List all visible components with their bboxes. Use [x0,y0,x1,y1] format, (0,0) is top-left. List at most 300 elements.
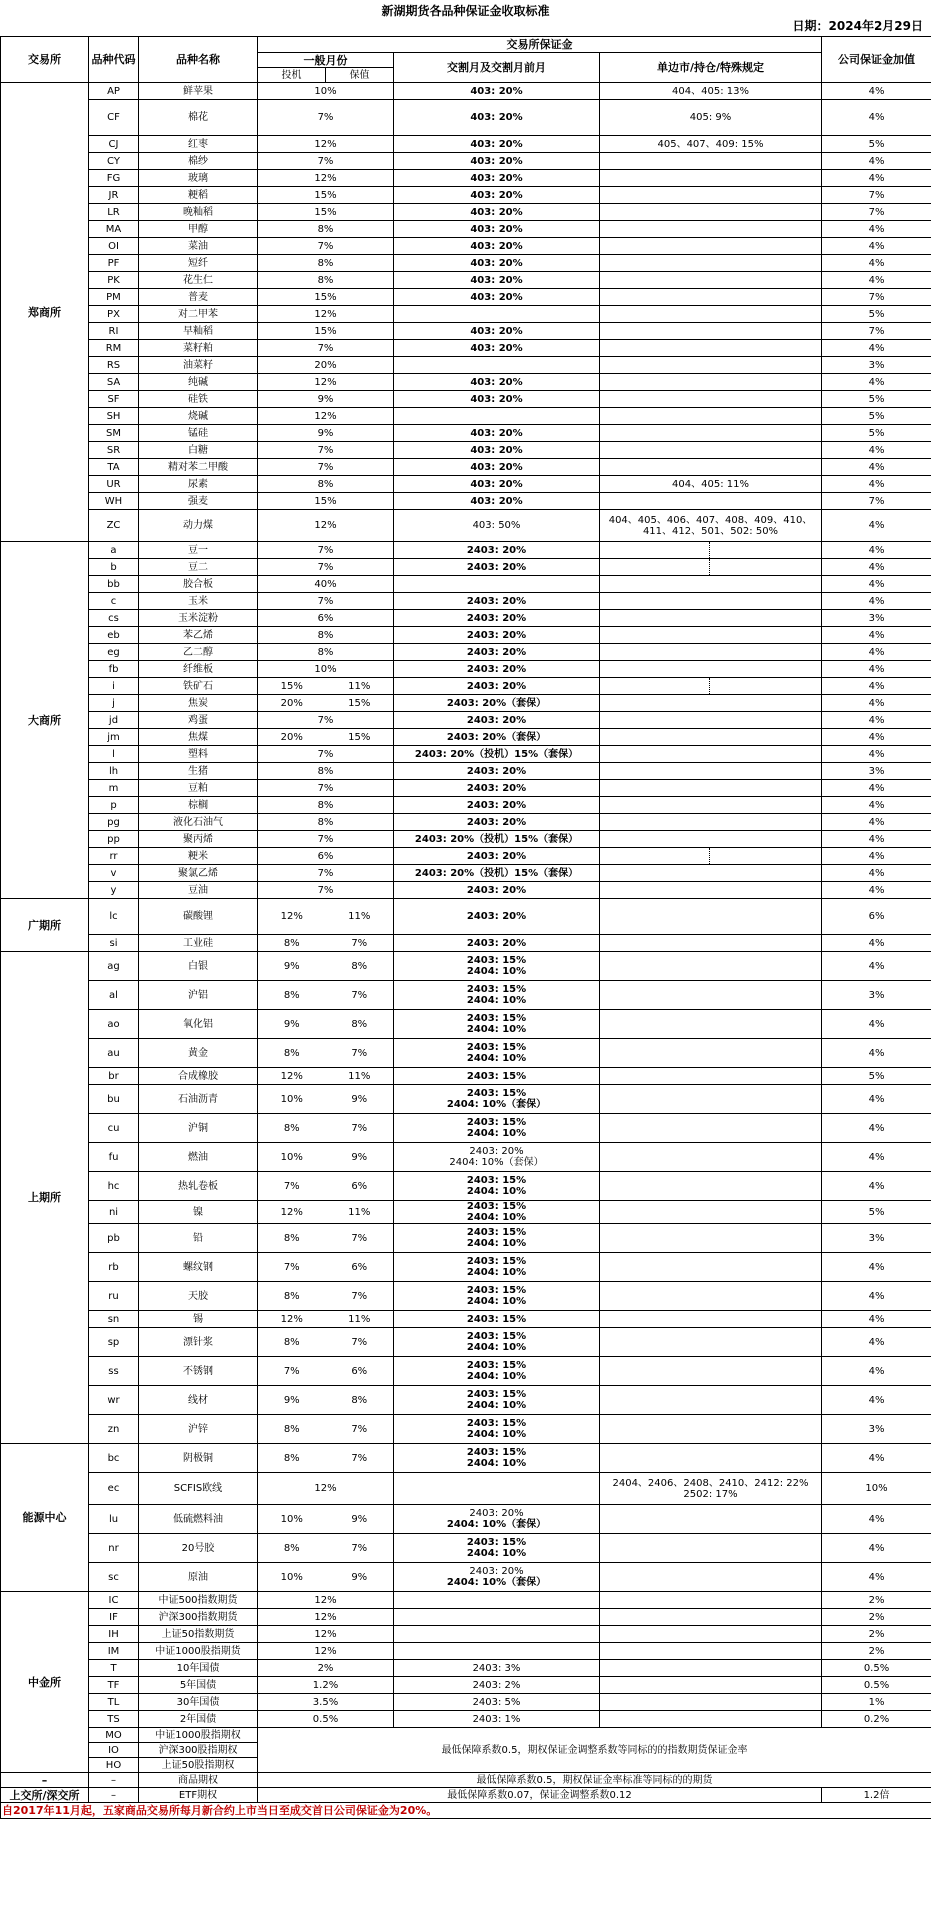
special-rule [600,1415,822,1444]
general-margin: 15% [258,204,394,221]
product-code: SF [89,391,139,408]
delivery-margin: 2403: 20% [394,661,600,678]
product-name: 对二甲苯 [139,306,258,323]
delivery-line-1: 2403: 15% [466,1418,527,1429]
hedge-margin: 9% [326,1085,394,1114]
product-name: 豆粕 [139,780,258,797]
company-margin: 4% [822,559,931,576]
company-margin: 4% [822,255,931,272]
header-speculative: 投机 [258,68,326,83]
company-margin: 4% [822,340,931,357]
product-code: y [89,882,139,899]
delivery-line-1: 2403: 15% [466,1042,527,1053]
product-code: cs [89,610,139,627]
spec-margin: 9% [258,952,326,981]
special-rule [600,627,822,644]
product-code: br [89,1068,139,1085]
special-rule [600,1357,822,1386]
hedge-margin: 6% [326,1253,394,1282]
company-margin: 5% [822,1068,931,1085]
special-rule [600,746,822,763]
spec-margin: 10% [258,1505,326,1534]
special-rule [600,340,822,357]
product-code: ZC [89,510,139,542]
hedge-margin: 8% [326,1010,394,1039]
product-name: 铁矿石 [139,678,258,695]
company-margin: 4% [822,1010,931,1039]
delivery-line-1: 2403: 15% [466,1331,527,1342]
product-name: 碳酸锂 [139,899,258,935]
table-row [1,1253,931,1282]
exchange-name: 郑商所 [1,83,89,542]
company-margin: 4% [822,442,931,459]
table-row [1,1039,931,1068]
delivery-line-2: 2404: 10% [466,1429,527,1440]
header-company-margin: 公司保证金加值 [822,37,931,83]
special-rule: 404、405、406、407、408、409、410、411、412、501、502: 50% [600,510,822,542]
general-margin: 7% [258,542,394,559]
company-margin: 4% [822,83,931,100]
hedge-margin: 7% [326,1444,394,1473]
table-row [1,1788,931,1803]
spec-margin: 8% [258,981,326,1010]
product-code: v [89,865,139,882]
general-margin: 7% [258,780,394,797]
table-row [1,1473,931,1505]
product-code: OI [89,238,139,255]
product-code: TL [89,1694,139,1711]
delivery-margin [394,1357,600,1386]
product-code: sc [89,1563,139,1592]
product-code: PF [89,255,139,272]
delivery-margin: 403: 20% [394,340,600,357]
product-code: l [89,746,139,763]
delivery-line-2: 2404: 10% [466,1186,527,1197]
table-row [1,1357,931,1386]
company-margin: 4% [822,780,931,797]
table-row [1,981,931,1010]
table-row [1,831,931,848]
delivery-line-2: 2404: 10% [466,1267,527,1278]
spec-margin: 10% [258,1085,326,1114]
special-rule [600,952,822,981]
general-margin: 3.5% [258,1694,394,1711]
spec-margin: 10% [258,1143,326,1172]
hedge-margin: 7% [326,1039,394,1068]
product-code: UR [89,476,139,493]
product-code: RM [89,340,139,357]
header-delivery-month: 交割月及交割月前月 [394,53,600,83]
table-row [1,882,931,899]
spec-margin: 12% [258,899,326,935]
hedge-margin: 9% [326,1505,394,1534]
table-row [1,1010,931,1039]
product-code: pp [89,831,139,848]
spec-margin: 9% [258,1010,326,1039]
delivery-margin [394,1010,600,1039]
delivery-margin: 403: 20% [394,153,600,170]
table-row [1,935,931,952]
spec-margin: 8% [258,1444,326,1473]
delivery-margin: 403: 20% [394,459,600,476]
company-margin: 4% [822,1311,931,1328]
company-margin: 4% [822,848,931,865]
general-margin: 7% [258,559,394,576]
product-code: – [89,1788,139,1803]
product-name: 棕榈 [139,797,258,814]
product-name: 5年国债 [139,1677,258,1694]
delivery-margin [394,1172,600,1201]
spec-margin: 7% [258,1357,326,1386]
product-name: 豆一 [139,542,258,559]
product-name: 硅铁 [139,391,258,408]
product-code: p [89,797,139,814]
special-rule-extra [710,678,822,695]
hedge-margin: 6% [326,1357,394,1386]
special-rule [600,425,822,442]
special-rule [600,1444,822,1473]
delivery-margin: 2403: 2% [394,1677,600,1694]
company-margin: 5% [822,1201,931,1224]
product-name: 液化石油气 [139,814,258,831]
product-name: 原油 [139,1563,258,1592]
table-row [1,865,931,882]
delivery-margin [394,1143,600,1172]
general-margin: 8% [258,644,394,661]
spec-margin: 15% [258,678,326,695]
hedge-margin: 7% [326,935,394,952]
company-margin: 5% [822,136,931,153]
delivery-line-2: 2404: 10%（套保） [449,1157,544,1168]
table-row [1,255,931,272]
product-name: 沪深300股指期权 [139,1743,258,1758]
header-exchange: 交易所 [1,37,89,83]
product-name: 沪铜 [139,1114,258,1143]
company-margin: 4% [822,746,931,763]
special-rule [600,1505,822,1534]
table-row [1,1609,931,1626]
product-name: ETF期权 [139,1788,258,1803]
product-code: T [89,1660,139,1677]
product-name: 工业硅 [139,935,258,952]
general-margin: 15% [258,493,394,510]
product-name: 甲醇 [139,221,258,238]
general-margin: 6% [258,848,394,865]
product-name: 乙二醇 [139,644,258,661]
product-code: ni [89,1201,139,1224]
product-name: 玉米淀粉 [139,610,258,627]
special-rule: 405、407、409: 15% [600,136,822,153]
general-margin: 2% [258,1660,394,1677]
table-row [1,593,931,610]
delivery-margin [394,952,600,981]
delivery-margin: 2403: 1% [394,1711,600,1728]
delivery-line-1: 2403: 15% [466,1256,527,1267]
special-rule [600,272,822,289]
company-margin: 2% [822,1643,931,1660]
hedge-margin: 8% [326,1386,394,1415]
company-margin: 4% [822,814,931,831]
delivery-line-1: 2403: 15% [466,1227,527,1238]
general-margin: 7% [258,340,394,357]
company-margin: 0.5% [822,1660,931,1677]
delivery-margin [394,1473,600,1505]
product-name: 石油沥青 [139,1085,258,1114]
footer-note: 自2017年11月起，五家商品交易所每月新合约上市当日至成交首日公司保证金为20%。 [1,1803,931,1819]
company-margin: 4% [822,1563,931,1592]
product-code: rb [89,1253,139,1282]
special-rule [600,1592,822,1609]
special-rule [600,1386,822,1415]
delivery-margin [394,1534,600,1563]
special-rule [600,1201,822,1224]
general-margin: 8% [258,627,394,644]
general-margin: 7% [258,831,394,848]
product-code: nr [89,1534,139,1563]
product-name: 聚氯乙烯 [139,865,258,882]
product-code: cu [89,1114,139,1143]
special-rule [600,661,822,678]
product-name: 精对苯二甲酸 [139,459,258,476]
delivery-margin [394,1563,600,1592]
company-margin: 4% [822,1444,931,1473]
special-rule [600,559,710,576]
delivery-line-2: 2404: 10% [466,1238,527,1249]
company-margin: 4% [822,865,931,882]
company-margin: 4% [822,1039,931,1068]
product-code: IM [89,1643,139,1660]
special-rule [600,695,822,712]
delivery-line-2: 2404: 10% [466,1128,527,1139]
delivery-margin: 2403: 20%（套保） [394,729,600,746]
general-margin: 7% [258,153,394,170]
table-row [1,1311,931,1328]
general-margin: 8% [258,272,394,289]
company-margin: 10% [822,1473,931,1505]
delivery-margin [394,1592,600,1609]
delivery-margin [394,408,600,425]
special-rule [600,712,822,729]
product-name: 30年国债 [139,1694,258,1711]
special-rule [600,763,822,780]
delivery-margin: 403: 50% [394,510,600,542]
delivery-margin: 403: 20% [394,238,600,255]
product-name: 热轧卷板 [139,1172,258,1201]
general-margin: 7% [258,238,394,255]
spec-margin: 8% [258,1282,326,1311]
table-row [1,1444,931,1473]
product-name: 低硫燃料油 [139,1505,258,1534]
product-code: bc [89,1444,139,1473]
delivery-margin: 403: 20% [394,83,600,100]
product-code: TS [89,1711,139,1728]
product-name: 花生仁 [139,272,258,289]
delivery-margin: 403: 20% [394,442,600,459]
product-code: al [89,981,139,1010]
product-code: lu [89,1505,139,1534]
general-margin: 12% [258,510,394,542]
table-row [1,763,931,780]
company-margin: 4% [822,712,931,729]
product-code: TF [89,1677,139,1694]
delivery-margin: 403: 20% [394,204,600,221]
special-rule [600,221,822,238]
company-margin: 1.2倍 [822,1788,931,1803]
exchange-name: 能源中心 [1,1444,89,1592]
general-margin: 9% [258,425,394,442]
product-name: 螺纹钢 [139,1253,258,1282]
company-margin: 4% [822,1143,931,1172]
company-margin: 4% [822,374,931,391]
special-rule [600,1010,822,1039]
company-margin: 5% [822,408,931,425]
product-name: 线材 [139,1386,258,1415]
special-rule [600,357,822,374]
spec-margin: 8% [258,1328,326,1357]
product-name: 阴极铜 [139,1444,258,1473]
product-name: 短纤 [139,255,258,272]
table-row [1,1563,931,1592]
special-rule [600,1534,822,1563]
product-code: fb [89,661,139,678]
company-margin: 2% [822,1609,931,1626]
special-rule [600,1224,822,1253]
general-margin: 15% [258,323,394,340]
hedge-margin: 7% [326,1328,394,1357]
table-row [1,1114,931,1143]
special-rule-extra [710,848,822,865]
delivery-margin: 403: 20% [394,289,600,306]
product-code: si [89,935,139,952]
product-name: 10年国债 [139,1660,258,1677]
delivery-margin: 2403: 20%（投机）15%（套保） [394,831,600,848]
special-rule [600,882,822,899]
product-code: PK [89,272,139,289]
product-name: 镍 [139,1201,258,1224]
product-name: 玻璃 [139,170,258,187]
delivery-margin: 403: 20% [394,476,600,493]
hedge-margin: 11% [326,1311,394,1328]
general-margin: 7% [258,746,394,763]
table-row [1,272,931,289]
table-row [1,1505,931,1534]
hedge-margin: 7% [326,1282,394,1311]
delivery-margin: 2403: 20% [394,593,600,610]
product-code: i [89,678,139,695]
product-code: SM [89,425,139,442]
delivery-margin: 2403: 20% [394,559,600,576]
product-code: lc [89,899,139,935]
company-margin: 4% [822,576,931,593]
special-rule [600,1172,822,1201]
delivery-line-2: 2404: 10%（套保） [446,1099,547,1110]
delivery-line-1: 2403: 15% [466,1175,527,1186]
hedge-margin: 11% [326,1201,394,1224]
margin-table [0,36,931,1819]
special-rule-extra [710,542,822,559]
table-row [1,187,931,204]
table-row [1,153,931,170]
general-margin: 7% [258,712,394,729]
delivery-line-2: 2404: 10% [466,1053,527,1064]
product-code: – [89,1773,139,1788]
special-rule [600,306,822,323]
product-name: 沪锌 [139,1415,258,1444]
table-row [1,442,931,459]
delivery-margin: 2403: 3% [394,1660,600,1677]
table-row [1,493,931,510]
company-margin: 3% [822,763,931,780]
delivery-margin [394,1415,600,1444]
delivery-line-2: 2404: 10% [466,1548,527,1559]
company-margin: 7% [822,323,931,340]
general-margin: 8% [258,797,394,814]
special-rule [600,593,822,610]
product-name: 燃油 [139,1143,258,1172]
general-margin: 15% [258,187,394,204]
spec-margin: 8% [258,1114,326,1143]
company-margin: 4% [822,678,931,695]
product-code: hc [89,1172,139,1201]
product-code: ru [89,1282,139,1311]
company-margin: 4% [822,1253,931,1282]
delivery-margin: 2403: 20% [394,644,600,661]
delivery-line-1: 2403: 15% [466,1447,527,1458]
footer-row [1,1803,931,1819]
delivery-margin [394,1505,600,1534]
special-rule [600,1711,822,1728]
product-code: FG [89,170,139,187]
delivery-line-1: 2403: 15% [466,1013,527,1024]
table-row [1,391,931,408]
special-rule [600,408,822,425]
product-name: 铅 [139,1224,258,1253]
product-name: 菜籽粕 [139,340,258,357]
company-margin: 0.2% [822,1711,931,1728]
spec-margin: 12% [258,1068,326,1085]
product-name: 焦炭 [139,695,258,712]
hedge-margin: 9% [326,1143,394,1172]
product-name: 尿素 [139,476,258,493]
table-row [1,1643,931,1660]
product-code: pb [89,1224,139,1253]
delivery-margin: 403: 20% [394,221,600,238]
product-name: 苯乙烯 [139,627,258,644]
company-margin: 4% [822,238,931,255]
company-margin: 4% [822,170,931,187]
spec-margin: 10% [258,1563,326,1592]
special-rule [600,391,822,408]
table-row [1,374,931,391]
delivery-line-2: 2404: 10% [466,995,527,1006]
company-margin: 3% [822,1224,931,1253]
general-margin: 9% [258,391,394,408]
product-code: jm [89,729,139,746]
exchange-name: – [1,1773,89,1788]
product-name: SCFIS欧线 [139,1473,258,1505]
spec-margin: 9% [258,1386,326,1415]
hedge-margin: 15% [326,695,394,712]
product-code: rr [89,848,139,865]
delivery-margin [394,981,600,1010]
special-rule [600,1282,822,1311]
delivery-line-1: 2403: 15% [466,1389,527,1400]
general-margin: 7% [258,100,394,136]
company-margin: 4% [822,1085,931,1114]
spec-margin: 20% [258,729,326,746]
table-row [1,678,931,695]
company-margin: 3% [822,1415,931,1444]
